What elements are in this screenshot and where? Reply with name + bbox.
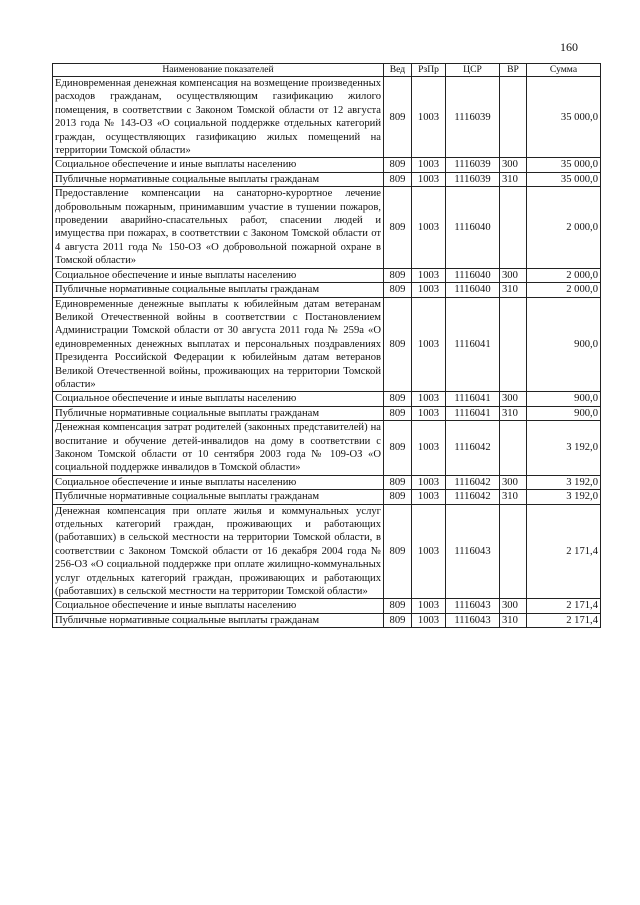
row-name: Публичные нормативные социальные выплаты гражданам bbox=[53, 406, 384, 420]
row-ved: 809 bbox=[384, 158, 412, 172]
row-ved: 809 bbox=[384, 187, 412, 268]
row-vr: 310 bbox=[500, 613, 527, 627]
table-row bbox=[53, 268, 601, 282]
row-vr: 300 bbox=[500, 158, 527, 172]
row-name: Социальное обеспечение и иные выплаты населению bbox=[53, 475, 384, 489]
table-header-row bbox=[53, 64, 601, 77]
row-ved: 809 bbox=[384, 504, 412, 599]
row-csr: 1116039 bbox=[446, 77, 500, 158]
table-row bbox=[53, 421, 601, 476]
row-sum: 2 000,0 bbox=[527, 187, 601, 268]
table-row bbox=[53, 158, 601, 172]
table-row bbox=[53, 613, 601, 627]
row-rzpr: 1003 bbox=[412, 613, 446, 627]
row-sum: 35 000,0 bbox=[527, 77, 601, 158]
row-name: Социальное обеспечение и иные выплаты населению bbox=[53, 599, 384, 613]
table-row bbox=[53, 475, 601, 489]
row-vr bbox=[500, 297, 527, 392]
row-csr: 1116040 bbox=[446, 268, 500, 282]
row-ved: 809 bbox=[384, 421, 412, 476]
header-rzpr: РзПр bbox=[412, 64, 446, 77]
row-name: Публичные нормативные социальные выплаты гражданам bbox=[53, 283, 384, 297]
header-name: Наименование показателей bbox=[53, 64, 384, 77]
row-csr: 1116043 bbox=[446, 613, 500, 627]
row-name: Единовременные денежные выплаты к юбилейным датам ветеранам Великой Отечественной войны в соответствии с Постановлением Администрации Томской области от 30 августа 2011 года № 259а «О единовременных денежных выплатах и персональных поздравлениях Президента Российской Федерации к юбилейным датам ветеранов Великой Отечественной войны, проживающих на территории Томской области» bbox=[53, 297, 384, 392]
table-row bbox=[53, 77, 601, 158]
row-name: Публичные нормативные социальные выплаты гражданам bbox=[53, 613, 384, 627]
row-sum: 900,0 bbox=[527, 406, 601, 420]
row-csr: 1116040 bbox=[446, 283, 500, 297]
row-vr bbox=[500, 187, 527, 268]
row-rzpr: 1003 bbox=[412, 406, 446, 420]
row-sum: 2 000,0 bbox=[527, 268, 601, 282]
row-sum: 35 000,0 bbox=[527, 158, 601, 172]
row-sum: 2 171,4 bbox=[527, 504, 601, 599]
row-sum: 2 000,0 bbox=[527, 283, 601, 297]
row-rzpr: 1003 bbox=[412, 158, 446, 172]
row-sum: 35 000,0 bbox=[527, 172, 601, 186]
table-row bbox=[53, 172, 601, 186]
row-rzpr: 1003 bbox=[412, 283, 446, 297]
row-rzpr: 1003 bbox=[412, 187, 446, 268]
budget-table bbox=[52, 63, 601, 628]
row-vr bbox=[500, 77, 527, 158]
row-name: Денежная компенсация при оплате жилья и коммунальных услуг отдельных категорий граждан, проживающих и работающих (работавших) в сельской местности на территории Томской области, в соответствии с Законом Томской области от 16 декабря 2004 года № 256-ОЗ «О социальной поддержке при оплате жилищно-коммунальных услуг отдельных категорий граждан, проживающих и работающих (работавших) в сельской местности на территории Томской области» bbox=[53, 504, 384, 599]
row-ved: 809 bbox=[384, 613, 412, 627]
row-name: Социальное обеспечение и иные выплаты населению bbox=[53, 268, 384, 282]
row-sum: 2 171,4 bbox=[527, 613, 601, 627]
row-sum: 3 192,0 bbox=[527, 475, 601, 489]
row-vr: 300 bbox=[500, 599, 527, 613]
header-ved: Вед bbox=[384, 64, 412, 77]
page-number: 160 bbox=[560, 40, 578, 54]
row-csr: 1116043 bbox=[446, 599, 500, 613]
row-rzpr: 1003 bbox=[412, 504, 446, 599]
row-ved: 809 bbox=[384, 475, 412, 489]
row-sum: 2 171,4 bbox=[527, 599, 601, 613]
row-sum: 3 192,0 bbox=[527, 421, 601, 476]
table-row bbox=[53, 599, 601, 613]
row-csr: 1116041 bbox=[446, 297, 500, 392]
row-vr: 310 bbox=[500, 172, 527, 186]
row-rzpr: 1003 bbox=[412, 172, 446, 186]
row-ved: 809 bbox=[384, 297, 412, 392]
header-vr: ВР bbox=[500, 64, 527, 77]
row-rzpr: 1003 bbox=[412, 475, 446, 489]
row-csr: 1116043 bbox=[446, 504, 500, 599]
row-ved: 809 bbox=[384, 77, 412, 158]
table-row bbox=[53, 504, 601, 599]
table-row bbox=[53, 392, 601, 406]
table-row bbox=[53, 187, 601, 268]
row-ved: 809 bbox=[384, 599, 412, 613]
row-name: Предоставление компенсации на санаторно-курортное лечение добровольным пожарным, принимавшим участие в тушении пожаров, проведении аварийно-спасательных работ, спасении людей и имущества при пожарах, в соответствии с Законом Томской области от 4 августа 2011 года № 150-ОЗ «О добровольной пожарной охране в Томской области» bbox=[53, 187, 384, 268]
row-ved: 809 bbox=[384, 392, 412, 406]
row-vr: 310 bbox=[500, 490, 527, 504]
header-sum: Сумма bbox=[527, 64, 601, 77]
table-row bbox=[53, 297, 601, 392]
row-sum: 900,0 bbox=[527, 297, 601, 392]
row-name: Социальное обеспечение и иные выплаты населению bbox=[53, 392, 384, 406]
row-rzpr: 1003 bbox=[412, 392, 446, 406]
row-name: Единовременная денежная компенсация на возмещение произведенных расходов гражданам, осуществляющим газификацию жилого помещения, в соответствии с Законом Томской области от 12 августа 2013 года № 143-ОЗ «О социальной поддержке отдельных категорий граждан, осуществляющих газификацию жилых помещений на территории Томской области» bbox=[53, 77, 384, 158]
row-csr: 1116041 bbox=[446, 406, 500, 420]
row-rzpr: 1003 bbox=[412, 297, 446, 392]
row-vr bbox=[500, 421, 527, 476]
row-ved: 809 bbox=[384, 406, 412, 420]
row-csr: 1116039 bbox=[446, 158, 500, 172]
table-row bbox=[53, 490, 601, 504]
row-csr: 1116042 bbox=[446, 490, 500, 504]
row-ved: 809 bbox=[384, 268, 412, 282]
row-rzpr: 1003 bbox=[412, 268, 446, 282]
row-vr: 310 bbox=[500, 406, 527, 420]
row-vr: 310 bbox=[500, 283, 527, 297]
row-ved: 809 bbox=[384, 490, 412, 504]
row-vr: 300 bbox=[500, 392, 527, 406]
row-vr bbox=[500, 504, 527, 599]
row-rzpr: 1003 bbox=[412, 421, 446, 476]
row-csr: 1116042 bbox=[446, 475, 500, 489]
row-csr: 1116041 bbox=[446, 392, 500, 406]
row-csr: 1116039 bbox=[446, 172, 500, 186]
header-csr: ЦСР bbox=[446, 64, 500, 77]
row-name: Публичные нормативные социальные выплаты гражданам bbox=[53, 490, 384, 504]
row-sum: 3 192,0 bbox=[527, 490, 601, 504]
row-vr: 300 bbox=[500, 268, 527, 282]
table-row bbox=[53, 406, 601, 420]
table-row bbox=[53, 283, 601, 297]
row-vr: 300 bbox=[500, 475, 527, 489]
row-name: Денежная компенсация затрат родителей (законных представителей) на воспитание и обучение детей-инвалидов на дому в соответствии с Законом Томской области от 10 сентября 2003 года № 109-ОЗ «О социальной поддержке инвалидов в Томской области» bbox=[53, 421, 384, 476]
row-ved: 809 bbox=[384, 283, 412, 297]
row-rzpr: 1003 bbox=[412, 599, 446, 613]
row-rzpr: 1003 bbox=[412, 77, 446, 158]
row-name: Социальное обеспечение и иные выплаты населению bbox=[53, 158, 384, 172]
row-csr: 1116042 bbox=[446, 421, 500, 476]
row-rzpr: 1003 bbox=[412, 490, 446, 504]
row-csr: 1116040 bbox=[446, 187, 500, 268]
row-sum: 900,0 bbox=[527, 392, 601, 406]
row-ved: 809 bbox=[384, 172, 412, 186]
row-name: Публичные нормативные социальные выплаты гражданам bbox=[53, 172, 384, 186]
